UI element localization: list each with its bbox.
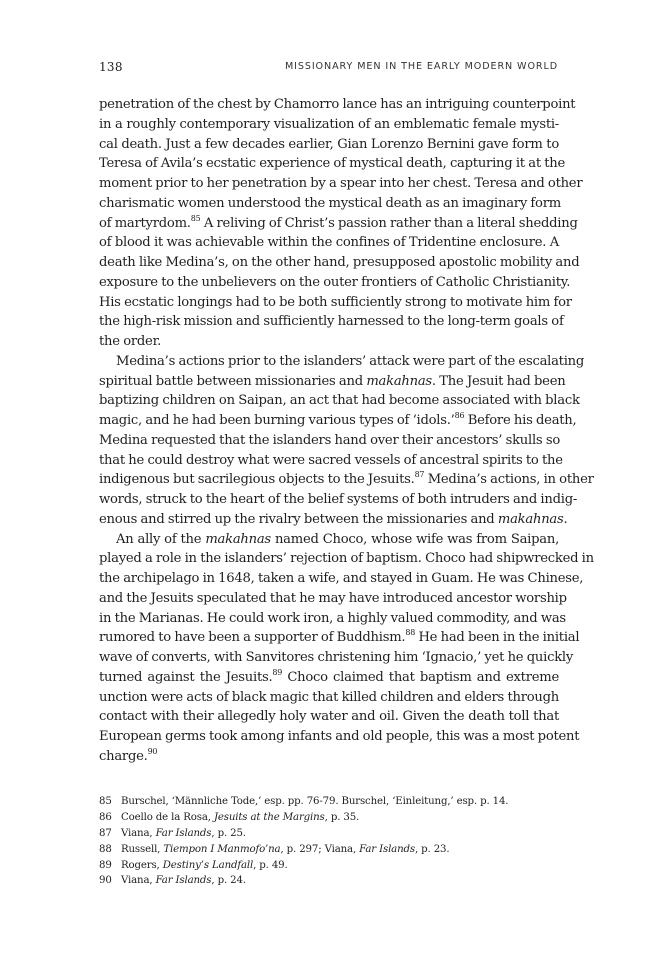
text-run: Teresa of Avila’s ecstatic experience of mystical death, capturing it at the [99, 156, 566, 172]
text-run: Burschel, ‘Männliche Tode,’ esp. pp. 76-79. Burschel, ‘Einleitung,’ esp. p. 14. [121, 796, 509, 807]
text-run: that he could destroy what were sacred vessels of ancestral spirits to the [99, 452, 563, 468]
text-run: turned against the Jesuits. [99, 669, 273, 685]
text-run: of martyrdom. [99, 215, 191, 231]
footnote [99, 858, 559, 874]
text-run: Viana, [121, 827, 156, 839]
text-run: of blood it was achievable within the confines of Tridentine enclosure. A [99, 235, 559, 251]
text-line [99, 490, 578, 510]
text-run: , p. 24. [211, 875, 246, 887]
text-line [99, 95, 576, 115]
text-run: Viana, [121, 875, 156, 887]
text-line [99, 727, 580, 747]
text-line [99, 352, 585, 372]
main-text [99, 95, 594, 767]
footnote-reference: 87 [414, 470, 425, 480]
text-line [99, 312, 564, 332]
text-run: words, struck to the heart of the belief systems of both intruders and indig- [99, 492, 578, 507]
text-run: cal death. Just a few decades earlier, Gian Lorenzo Bernini gave form to [99, 136, 559, 152]
text-run: exposure to the unbelievers on the outer frontiers of Catholic Christianity. [99, 274, 571, 290]
text-run: played a role in the islanders’ rejection of baptism. Choco had shipwrecked in [99, 551, 594, 567]
text-run: baptizing children on Saipan, an act that had become associated with black [99, 393, 580, 409]
text-line [99, 589, 567, 609]
text-run: A reliving of Christ’s passion rather than a literal shedding [200, 215, 578, 231]
text-line [99, 213, 578, 234]
text-line [99, 530, 559, 550]
text-line [99, 707, 559, 727]
footnote-number: 87 [99, 827, 112, 839]
text-line [99, 372, 566, 392]
text-line [99, 688, 559, 708]
text-run: named Choco, whose wife was from Saipan, [270, 531, 559, 547]
footnote-number: 85 [99, 796, 112, 807]
text-run: and the Jesuits speculated that he may have introduced ancestor worship [99, 590, 567, 606]
text-run: enous and stirred up the rivalry between the missionaries and [99, 511, 498, 527]
text-run: wave of converts, with Sanvitores christening him ‘Ignacio,’ yet he quickly [99, 650, 574, 665]
text-run: , p. 49. [253, 859, 288, 871]
text-line [99, 569, 584, 589]
footnote-reference: 85 [190, 213, 201, 223]
text-run: penetration of the chest by Chamorro lance has an intriguing counterpoint [99, 97, 576, 112]
text-run: contact with their allegedly holy water and oil. Given the death toll that [99, 709, 559, 725]
text-line [99, 510, 568, 530]
text-line [99, 609, 566, 629]
text-line [99, 233, 559, 253]
text-run: Choco claimed that baptism and extreme [282, 669, 560, 685]
text-run: An ally of the [116, 531, 206, 547]
text-run: Medina requested that the islanders hand over their ancestors’ skulls so [99, 432, 560, 448]
footnote [99, 842, 559, 858]
footnotes [99, 794, 559, 889]
text-line [99, 648, 574, 668]
text-run: Russell, [121, 843, 164, 855]
text-line [99, 273, 571, 293]
italic-text: makahnas [497, 511, 564, 527]
text-run: Medina’s actions, in other [424, 472, 594, 488]
page-number: 138 [99, 60, 123, 74]
text-run: He had been in the initial [415, 630, 580, 646]
running-title: MISSIONARY MEN IN THE EARLY MODERN WORLD [284, 61, 558, 72]
text-run: magic, and he had been burning various types of ‘idols.’ [99, 413, 455, 428]
text-run: , p. 23. [414, 843, 450, 855]
footnote-number: 90 [99, 875, 112, 887]
italic-text: Far Islands [155, 827, 212, 839]
footnote [99, 873, 559, 889]
text-line [99, 747, 559, 767]
text-run: indigenous but sacrilegious objects to the Jesuits. [99, 472, 415, 488]
text-line [99, 174, 583, 194]
footnote-reference: 86 [454, 411, 465, 420]
footnote [99, 810, 559, 826]
text-line [99, 391, 580, 411]
text-line [99, 668, 559, 688]
footnote [99, 794, 559, 810]
footnote-number: 88 [99, 843, 112, 855]
text-run: Before his death, [464, 413, 577, 428]
text-line [99, 293, 572, 313]
text-line [99, 451, 563, 471]
text-line [99, 253, 580, 273]
text-line [99, 194, 559, 214]
text-run: spiritual battle between missionaries and [99, 373, 367, 389]
text-line [99, 411, 577, 431]
running-header [99, 60, 558, 78]
text-run: European germs took among infants and old people, this was a most potent [99, 729, 580, 744]
text-line [99, 154, 566, 174]
text-line [99, 115, 559, 135]
text-run: Coello de la Rosa, [121, 811, 214, 823]
footnote-reference: 90 [147, 746, 158, 756]
text-line [99, 470, 594, 490]
italic-text: Destiny’s Landfall [162, 859, 254, 871]
text-run: . The Jesuit had been [431, 373, 566, 389]
text-run: the order. [99, 334, 162, 349]
text-run: , p. 25. [211, 827, 246, 839]
footnote-reference: 89 [272, 667, 283, 677]
text-run: charismatic women understood the mystical death as an imaginary form [99, 195, 561, 211]
italic-text: Tiempon I Manmofo’na [163, 843, 281, 855]
text-run: , p. 35. [324, 811, 360, 823]
text-line [99, 332, 559, 352]
footnote-reference: 88 [405, 628, 416, 638]
text-run: unction were acts of black magic that killed children and elders through [99, 689, 559, 705]
italic-text: Jesuits at the Margins [213, 811, 325, 823]
text-line [99, 135, 559, 155]
footnote-number: 89 [99, 859, 112, 871]
italic-text: Far Islands [359, 843, 415, 855]
footnote [99, 826, 559, 842]
text-run: death like Medina’s, on the other hand, presupposed apostolic mobility and [99, 255, 580, 270]
italic-text: makahnas [205, 531, 271, 547]
text-line [99, 431, 559, 451]
text-line [99, 628, 580, 648]
text-run: the archipelago in 1648, taken a wife, and stayed in Guam. He was Chinese, [99, 571, 584, 586]
text-run: His ecstatic longings had to be both sufficiently strong to motivate him for [99, 294, 572, 310]
text-run: Rogers, [121, 859, 163, 871]
text-run: rumored to have been a supporter of Buddhism. [99, 630, 406, 646]
text-run: , p. 297; Viana, [280, 843, 360, 855]
text-run: in the Marianas. He could work iron, a highly valued commodity, and was [99, 610, 566, 626]
text-run: charge. [99, 748, 148, 764]
text-run: the high-risk mission and sufficiently harnessed to the long-term goals of [99, 314, 564, 330]
text-run: in a roughly contemporary visualization of an emblematic female mysti- [99, 116, 559, 132]
italic-text: Far Islands [155, 875, 212, 887]
italic-text: makahnas [366, 373, 432, 389]
text-line [99, 549, 594, 569]
text-run: Medina’s actions prior to the islanders’ attack were part of the escalating [116, 353, 585, 369]
text-run: . [563, 511, 568, 527]
footnote-number: 86 [99, 811, 112, 823]
text-run: moment prior to her penetration by a spear into her chest. Teresa and other [99, 176, 583, 191]
